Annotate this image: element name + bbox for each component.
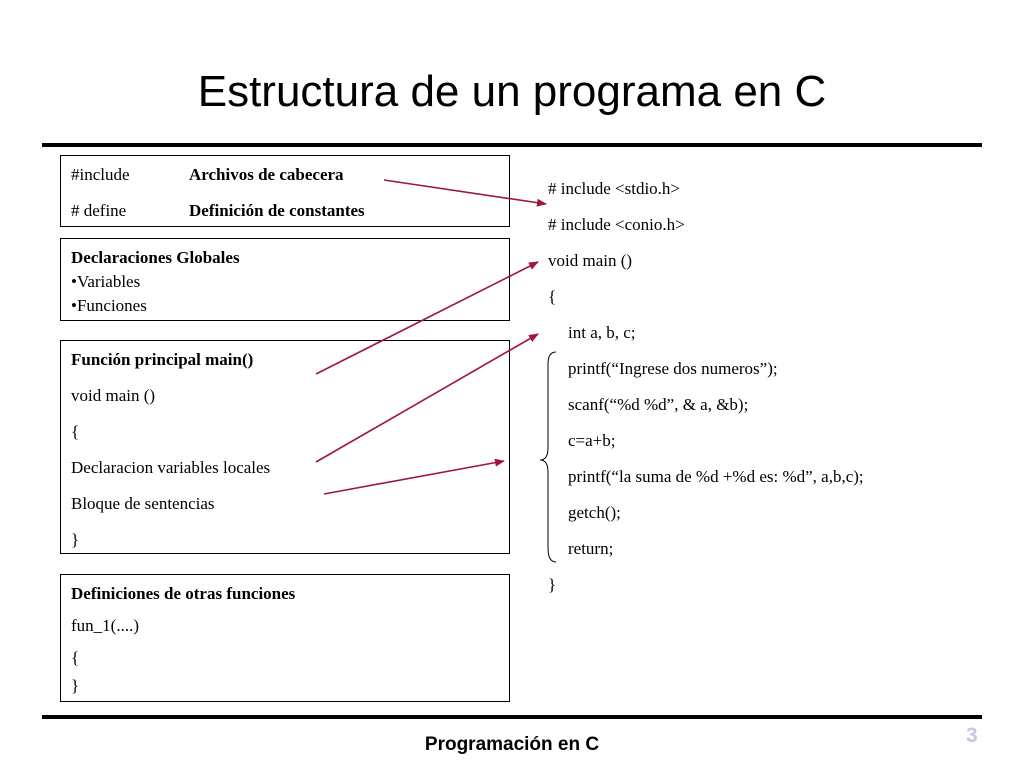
globals-heading: Declaraciones Globales [71, 248, 240, 267]
main-heading: Función principal main() [71, 350, 254, 369]
arrow-locals-to-declarations [316, 334, 538, 462]
define-keyword: # define [71, 201, 127, 220]
code-line: { [548, 287, 557, 306]
functions-line: { [71, 648, 80, 667]
code-line: } [548, 575, 557, 594]
functions-heading: Definiciones de otras funciones [71, 584, 296, 603]
code-line: # include <conio.h> [548, 215, 685, 234]
slide-title: Estructura de un programa en C [197, 67, 827, 116]
code-line: getch(); [568, 503, 621, 522]
statements-brace [540, 352, 556, 562]
code-line: # include <stdio.h> [548, 179, 681, 198]
include-description: Archivos de cabecera [189, 165, 344, 184]
arrow-main-to-void-main [316, 262, 538, 374]
slide-footer: Programación en C [424, 734, 600, 755]
functions-line: } [71, 676, 80, 695]
main-line: Declaracion variables locales [71, 458, 271, 477]
main-line: { [71, 422, 80, 441]
arrow-statements-to-block [324, 461, 504, 494]
code-line: printf(“la suma de %d +%d es: %d”, a,b,c); [568, 467, 864, 486]
code-line: return; [568, 539, 614, 558]
globals-item-variables: •Variables [71, 272, 141, 291]
code-line: scanf(“%d %d”, & a, &b); [568, 395, 749, 414]
page-number: 3 [966, 724, 978, 747]
main-line: Bloque de sentencias [71, 494, 215, 513]
include-keyword: #include [71, 165, 130, 184]
main-line: } [71, 530, 80, 549]
globals-item-functions: •Funciones [71, 296, 147, 315]
code-line: printf(“Ingrese dos numeros”); [568, 359, 778, 378]
main-line: void main () [71, 386, 156, 405]
code-line: c=a+b; [568, 431, 616, 450]
code-line: int a, b, c; [568, 323, 636, 342]
bottom-divider [42, 715, 982, 719]
functions-line: fun_1(....) [71, 616, 139, 635]
arrow-headers-to-includes [384, 180, 546, 204]
code-line: void main () [548, 251, 633, 270]
define-description: Definición de constantes [189, 201, 365, 220]
